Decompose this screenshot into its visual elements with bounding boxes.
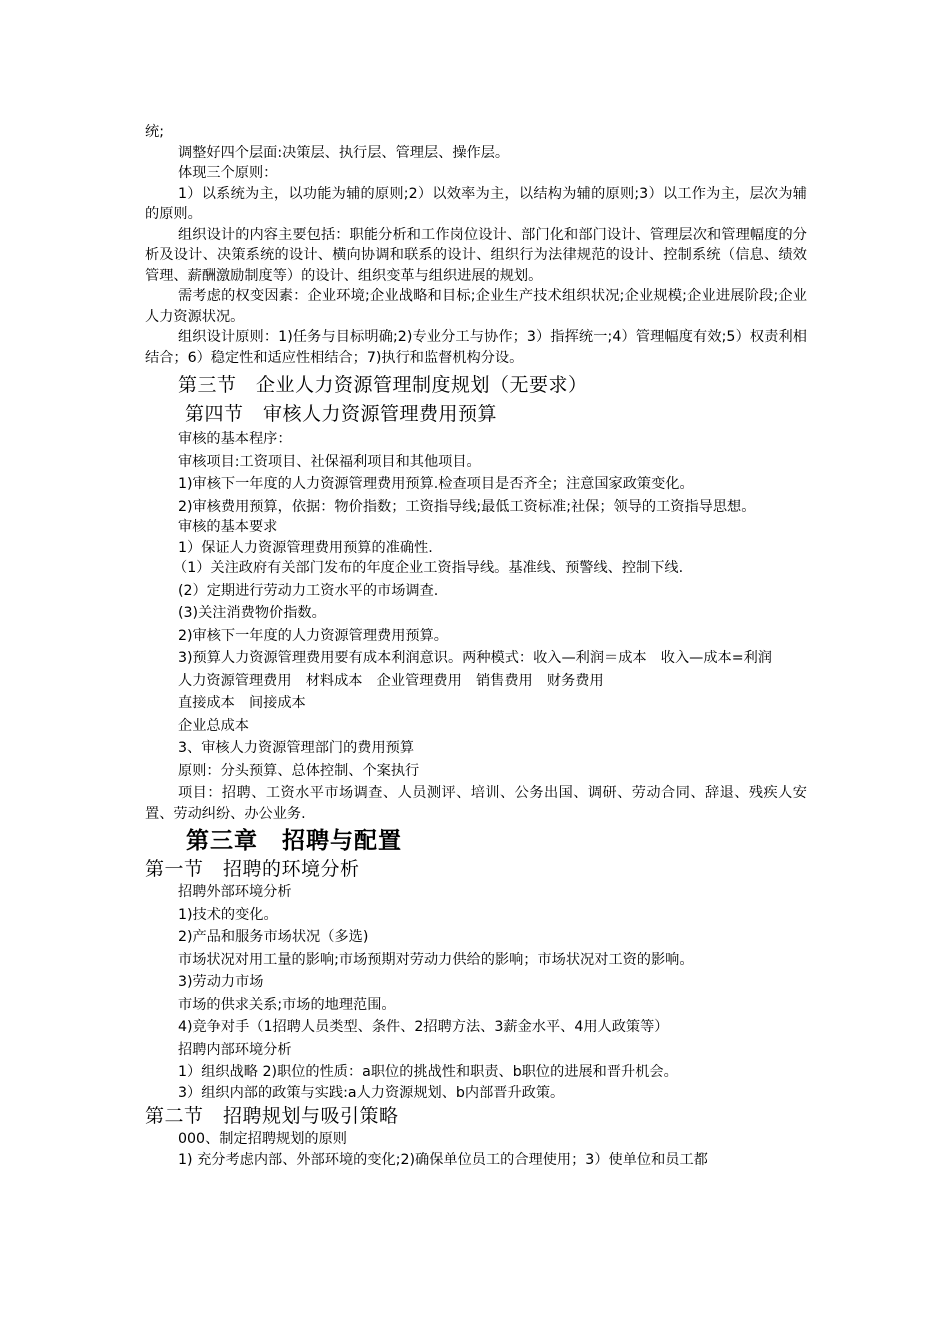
paragraph: 1)审核下一年度的人力资源管理费用预算.检查项目是否齐全；注意国家政策变化。 xyxy=(178,476,694,492)
section-heading: 第二节 招聘规划与吸引策略 xyxy=(145,1105,399,1127)
paragraph: 2)产品和服务市场状况（多选) xyxy=(178,929,369,945)
paragraph: 3、审核人力资源管理部门的费用预算 xyxy=(178,740,415,756)
paragraph: 3）组织内部的政策与实践:a人力资源规划、b内部晋升政策。 xyxy=(178,1084,565,1101)
paragraph: 3)预算人力资源管理费用要有成本利润意识。两种模式：收入—利润＝成本 收入—成本=利润 xyxy=(178,650,772,666)
paragraph: （1）关注政府有关部门发布的年度企业工资指导线。基准线、预警线、控制下线. xyxy=(173,560,684,576)
paragraph: 项目：招聘、工资水平市场调查、人员测评、培训、公务出国、调研、劳动合同、辞退、残疾人安置、劳动纠纷、办公业务. xyxy=(145,785,807,822)
paragraph: (3)关注消费物价指数。 xyxy=(178,605,326,621)
paragraph: 3)劳动力市场 xyxy=(178,974,264,990)
paragraph: 2)审核费用预算，依据：物价指数；工资指导线;最低工资标准;社保；领导的工资指导思想。 xyxy=(178,498,756,515)
paragraph: 审核的基本程序： xyxy=(178,431,292,447)
paragraph: 1）保证人力资源管理费用预算的准确性. xyxy=(178,539,433,556)
paragraph: 招聘内部环境分析 xyxy=(178,1041,292,1058)
paragraph: 市场状况对用工量的影响;市场预期对劳动力供给的影响；市场状况对工资的影响。 xyxy=(178,951,694,968)
paragraph: 审核项目:工资项目、社保福利项目和其他项目。 xyxy=(178,453,481,470)
paragraph: 市场的供求关系;市场的地理范围。 xyxy=(178,996,396,1013)
paragraph: 组织设计原则：1)任务与目标明确;2)专业分工与协作；3）指挥统一;4）管理幅度有效;5）权责利相结合；6）稳定性和适应性相结合；7)执行和监督机构分设。 xyxy=(145,329,807,366)
paragraph: 人力资源管理费用 材料成本 企业管理费用 销售费用 财务费用 xyxy=(178,672,604,689)
paragraph: 1）组织战略 2)职位的性质：a职位的挑战性和职责、b职位的进展和晋升机会。 xyxy=(178,1064,678,1080)
section-heading: 第三节 企业人力资源管理制度规划（无要求） xyxy=(178,374,588,396)
paragraph: 审核的基本要求 xyxy=(178,519,278,535)
paragraph: 调整好四个层面:决策层、执行层、管理层、操作层。 xyxy=(178,144,510,161)
paragraph: 1)技术的变化。 xyxy=(178,906,278,923)
paragraph: (2）定期进行劳动力工资水平的市场调查. xyxy=(178,582,439,599)
paragraph: 原则：分头预算、总体控制、个案执行 xyxy=(178,762,420,779)
document-body xyxy=(145,122,807,1170)
paragraph: 招聘外部环境分析 xyxy=(178,884,292,900)
paragraph: 统; xyxy=(145,124,164,140)
chapter-heading: 第三章 招聘与配置 xyxy=(186,828,402,854)
paragraph: 2)审核下一年度的人力资源管理费用预算。 xyxy=(178,627,448,644)
paragraph: 1）以系统为主，以功能为辅的原则;2）以效率为主，以结构为辅的原则;3）以工作为主，层次为辅的原则。 xyxy=(145,185,807,222)
section-heading: 第四节 审核人力资源管理费用预算 xyxy=(185,403,498,425)
paragraph: 1) 充分考虑内部、外部环境的变化;2)确保单位员工的合理使用；3）使单位和员工都 xyxy=(178,1151,708,1168)
paragraph: 企业总成本 xyxy=(178,717,249,734)
paragraph: 需考虑的权变因素：企业环境;企业战略和目标;企业生产技术组织状况;企业规模;企业进展阶段;企业人力资源状况。 xyxy=(145,288,807,325)
section-heading: 第一节 招聘的环境分析 xyxy=(145,858,360,880)
paragraph: 直接成本 间接成本 xyxy=(178,695,306,711)
paragraph: 4)竞争对手（1招聘人员类型、条件、2招聘方法、3薪金水平、4用人政策等） xyxy=(178,1019,669,1035)
paragraph: 组织设计的内容主要包括：职能分析和工作岗位设计、部门化和部门设计、管理层次和管理幅度的分析及设计、决策系统的设计、横向协调和联系的设计、组织行为法律规范的设计、控制系统（信息、绩效管理、薪酬激励制度等）的设计、组织变革与组织进展的规划。 xyxy=(145,226,807,284)
paragraph: 000、制定招聘规划的原则 xyxy=(178,1131,347,1147)
paragraph: 体现三个原则： xyxy=(178,165,278,181)
